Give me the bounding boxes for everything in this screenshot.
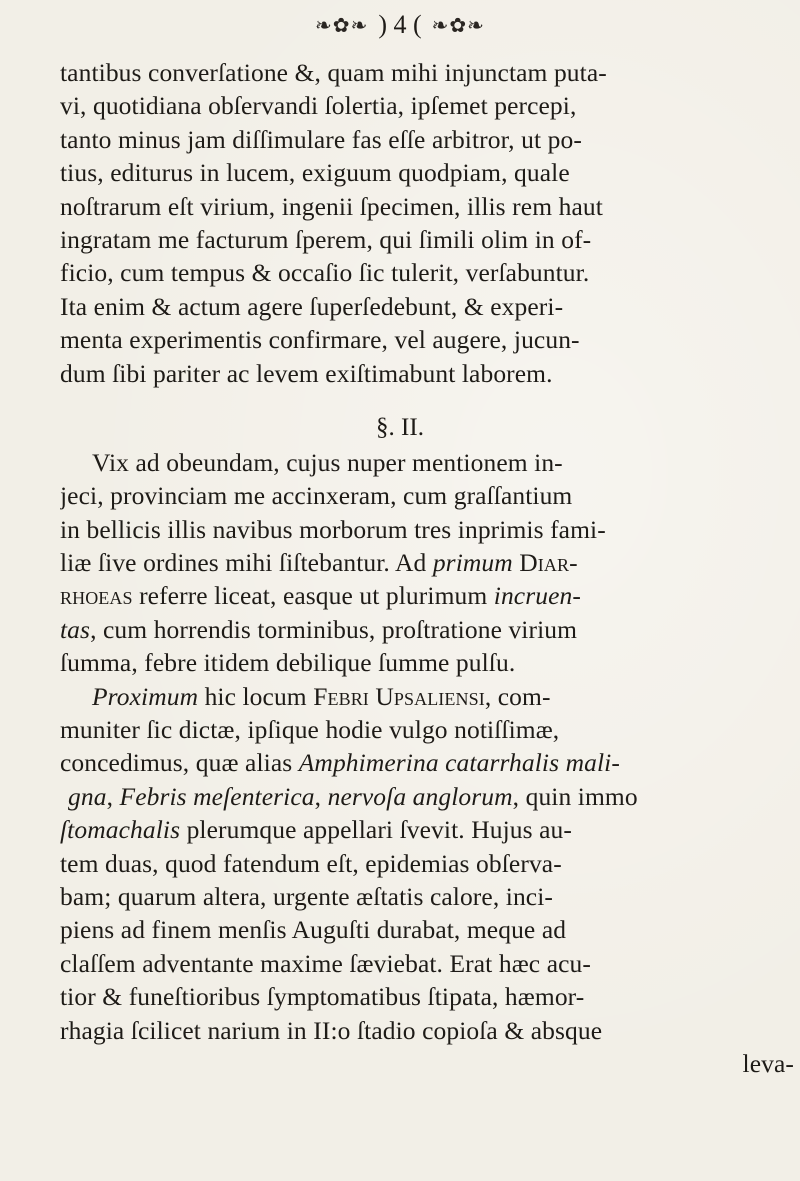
text-line	[60, 780, 800, 813]
text-line	[60, 613, 800, 646]
right-ornament-icon: ❧✿❧	[431, 14, 485, 37]
text-line	[60, 913, 800, 946]
small-caps-run: rhoeas	[60, 581, 133, 611]
italic-run: ſtomachalis	[60, 815, 181, 845]
text-line: Ita enim & actum agere ſuperſedebunt, & experi-	[60, 291, 564, 321]
italic-run: Amphimerina catarrhalis mali-	[298, 748, 620, 778]
text-run: Vix ad obeundam, cujus nuper mentionem in-	[92, 447, 563, 477]
text-run: concedimus, quæ alias	[60, 748, 299, 778]
italic-run: gna	[68, 781, 107, 811]
text-line	[60, 713, 800, 746]
italic-run: tas	[60, 614, 91, 644]
text-run: in bellicis illis navibus morborum tres inprimis fami-	[60, 514, 606, 544]
catchword: leva-	[742, 1048, 794, 1078]
text-line	[60, 680, 800, 713]
paragraph-3	[60, 680, 800, 1047]
text-line	[60, 546, 800, 579]
text-line	[60, 847, 800, 880]
text-line	[60, 746, 800, 779]
text-run: hic locum	[198, 681, 314, 711]
section-heading: §. II.	[376, 413, 424, 441]
small-caps-run: Febri Upsaliensi	[313, 681, 485, 711]
text-line	[60, 513, 800, 546]
text-line	[60, 579, 800, 612]
left-ornament-icon: ❧✿❧	[315, 14, 369, 37]
text-run: referre liceat, easque ut plurimum	[132, 581, 494, 611]
text-run: , quin immo	[512, 781, 638, 811]
text-line: tius, editurus in lucem, exiguum quodpiam, quale	[60, 158, 570, 188]
text-run: rhagia ſcilicet narium in II:o ſtadio copioſa & absque	[60, 1015, 603, 1045]
italic-run: incruen-	[493, 581, 581, 611]
text-line: ingratam me facturum ſperem, qui ſimili olim in of-	[60, 224, 592, 254]
text-line	[60, 980, 800, 1013]
text-run: liæ ſive ordines mihi ſiſtebantur. Ad	[60, 548, 433, 578]
text-line: tantibus converſatione &, quam mihi injunctam puta-	[60, 58, 607, 87]
italic-run: nervoſa anglorum	[327, 781, 513, 811]
spacer	[60, 390, 800, 410]
text-run: ,	[106, 781, 120, 811]
paragraph-1	[60, 56, 800, 390]
text-line: dum ſibi pariter ac levem exiſtimabunt laborem.	[60, 358, 553, 388]
text-run: piens ad finem menſis Auguſti durabat, meque ad	[60, 915, 567, 945]
text-run: , cum horrendis torminibus, proſtratione virium	[90, 614, 578, 644]
small-caps-run: Diar-	[512, 548, 578, 578]
italic-run: Febris meſenterica	[119, 781, 315, 811]
text-run: muniter ſic dictæ, ipſique hodie vulgo notiſſimæ,	[60, 715, 560, 745]
text-run: ,	[314, 781, 328, 811]
text-run: bam; quarum altera, urgente æſtatis calore, inci-	[60, 881, 553, 911]
text-line: ficio, cum tempus & occaſio ſic tulerit, verſabuntur.	[60, 258, 590, 288]
text-line	[60, 947, 800, 980]
text-line: menta experimentis confirmare, vel augere, jucun-	[60, 325, 580, 355]
text-line	[60, 1014, 800, 1047]
body-text	[60, 56, 800, 1080]
text-line: noſtrarum eſt virium, ingenii ſpecimen, illis rem haut	[60, 191, 603, 221]
text-line	[60, 646, 800, 679]
text-line: tanto minus jam diſſimulare fas eſſe arbitror, ut po-	[60, 124, 582, 154]
text-line: vi, quotidiana obſervandi ſolertia, ipſemet percepi,	[60, 91, 577, 121]
text-line	[60, 813, 800, 846]
text-line	[60, 479, 800, 512]
text-run: claſſem adventante maxime ſæviebat. Erat hæc acu-	[60, 948, 591, 978]
page-number: ) 4 (	[378, 10, 422, 39]
text-line	[60, 880, 800, 913]
page-header	[0, 10, 800, 50]
italic-run: primum	[432, 548, 513, 578]
text-run: jeci, provinciam me accinxeram, cum graſſantium	[60, 481, 573, 511]
italic-run: Proximum	[92, 681, 199, 711]
text-run: plerumque appellari ſvevit. Hujus au-	[180, 815, 572, 845]
paragraph-2	[60, 446, 800, 680]
text-run: , com-	[484, 681, 551, 711]
text-run: tior & funeſtioribus ſymptomatibus ſtipata, hæmor-	[60, 982, 585, 1012]
text-line	[60, 446, 800, 479]
text-run: ſumma, febre itidem debilique ſumme pulſu.	[60, 648, 516, 678]
text-run: tem duas, quod fatendum eſt, epidemias obſerva-	[60, 848, 562, 878]
